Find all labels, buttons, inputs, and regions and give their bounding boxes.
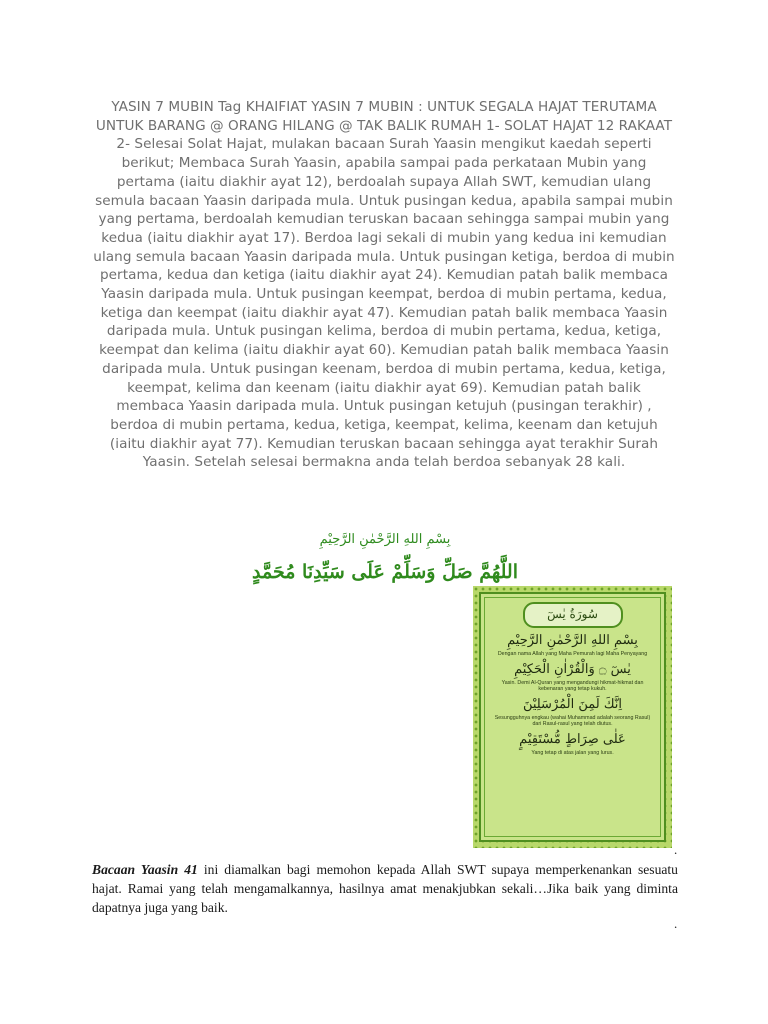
surah-title: سُورَةُ يٰسٓ — [523, 602, 623, 628]
surah-page-frame — [479, 592, 666, 842]
ayah-4-arabic: عَلٰى صِرَاطٍ مُّسْتَقِيْمٍ — [519, 731, 626, 747]
ayah-1-2-arabic: يٰسٓ ۝ وَالْقُرْاٰنِ الْحَكِيْمِ — [514, 661, 631, 677]
khaifiat-paragraph: YASIN 7 MUBIN Tag KHAIFIAT YASIN 7 MUBIN : UNTUK SEGALA HAJAT TERUTAMA UNTUK BARANG @ ORANG HILANG @ TAK BALIK RUMAH 1- SOLAT HAJAT 12 RAKAAT 2- Selesai Solat Hajat, mulakan bacaan Surah Yaasin mengikut kaedah seperti berikut; Membaca Surah Yaasin, apabila sampai pada perkataan Mubin yang pertama (iaitu diakhir ayat 12), berdoalah supaya Allah SWT, kemudian ulang semula bacaan Yaasin daripada mula. Untuk pusingan kedua, apabila sampai mubin yang pertama, berdoalah kemudian teruskan bacaan sehingga sampai mubin yang kedua (iaitu diakhir ayat 17). Berdoa lagi sekali di mubin yang kedua ini kemudian ulang semula bacaan Yaasin daripada mula. Untuk pusingan ketiga, berdoa di mubin pertama, kedua dan ketiga (iaitu diakhir ayat 24). Kemudian patah balik membaca Yaasin daripada mula. Untuk pusingan keempat, berdoa di mubin pertama, kedua, ketiga dan keempat (iaitu diakhir ayat 47). Kemudian patah balik membaca Yaasin daripada mula. Untuk pusingan kelima, berdoa di mubin pertama, kedua, ketiga, keempat dan kelima (iaitu diakhir ayat 60). Kemudian patah balik membaca Yaasin daripada mula. Untuk pusingan keenam, berdoa di mubin pertama, kedua, ketiga, keempat, kelima dan keenam (iaitu diakhir ayat 69). Kemudian patah balik membaca Yaasin daripada mula. Untuk pusingan ketujuh (pusingan terakhir) , berdoa di mubin pertama, kedua, ketiga, keempat, kelima, keenam dan ketujuh (iaitu diakhir ayat 77). Kemudian teruskan bacaan sehingga ayat terakhir Surah Yaasin. Setelah selesai bermakna anda telah berdoa sebanyak 28 kali. — [93, 99, 675, 471]
ayah-3-translation: Sesungguhnya engkau (wahai Muhammad adalah seorang Rasul) dari Rasul-rasul yang telah diutus. — [494, 714, 651, 728]
ayah-3-arabic: اِنَّكَ لَمِنَ الْمُرْسَلِيْنَ — [522, 696, 623, 712]
ayah-basmala-translation: Dengan nama Allah yang Maha Pemurah lagi Maha Penyayang — [497, 651, 648, 657]
bacaan-yaasin-lead: Bacaan Yaasin 41 — [92, 862, 198, 877]
surah-yasin-image — [473, 586, 672, 848]
bacaan-yaasin-note — [92, 861, 678, 917]
ayah-4-translation: Yang tetap di atas jalan yang lurus. — [531, 749, 614, 756]
trailing-dot: . — [674, 842, 678, 857]
end-dot: . — [674, 916, 678, 931]
ayah-basmala-arabic: بِسْمِ اللهِ الرَّحْمٰنِ الرَّحِيْمِ — [507, 633, 638, 648]
ayah-1-2-translation: Yasin. Demi Al-Quran yang mengandungi hikmat-hikmat dan kebenaran yang tetap kukuh. — [501, 679, 644, 693]
bacaan-yaasin-body: ini diamalkan bagi memohon kepada Allah SWT supaya memperkenankan sesuatu hajat. Ramai yang telah mengamalkannya, hasilnya amat menakjubkan sekali…Jika baik yang diminta dapatnya juga yang baik. — [92, 862, 678, 915]
salawat-heading: اللَّهُمَّ صَلِّ وَسَلِّمْ عَلَى سَيِّدِنَا مُحَمَّدٍ — [252, 561, 518, 583]
basmala-heading: بِسْمِ اللهِ الرَّحْمٰنِ الرَّحِيْمِ — [319, 532, 451, 547]
